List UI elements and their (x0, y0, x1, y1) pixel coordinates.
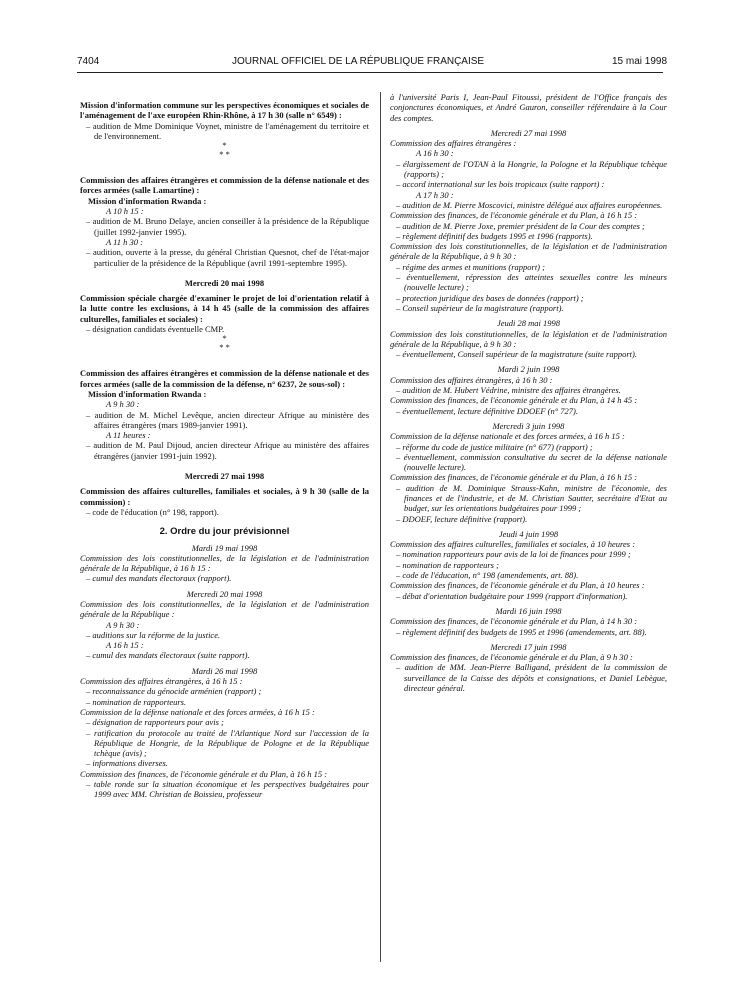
page-number: 7404 (77, 56, 100, 67)
date-heading: Mardi 19 mai 1998 (191, 542, 258, 553)
date-heading: Mardi 26 mai 1998 (191, 665, 258, 676)
agenda-item: – audition de M. Paul Dijoud, ancien directeur Afrique au ministère des affaires étrangères (janvier 1991-juin 1992). (86, 440, 369, 461)
date-heading: Mercredi 3 juin 1998 (492, 420, 565, 431)
agenda-item: – protection juridique des bases de données (rapport) ; (396, 292, 584, 303)
time-label: A 17 h 30 : (416, 189, 454, 200)
right-column (390, 92, 667, 693)
committee-title: Commission des affaires culturelles, familiales et sociales, à 9 h 30 (salle de la commission) : (80, 486, 369, 507)
time-label: A 10 h 15 : (106, 206, 144, 217)
committee-title: Commission des lois constitutionnelles, de la législation et de l'administration générale de la République : (80, 598, 369, 620)
agenda-item: – cumul des mandats électoraux (rapport). (86, 573, 232, 584)
agenda-item: – nomination de rapporteurs ; (396, 559, 499, 570)
agenda-item: – Conseil supérieur de la magistrature (rapport). (396, 302, 564, 313)
date-heading: Mercredi 20 mai 1998 (186, 588, 263, 599)
committee-title: Commission de la défense nationale et des forces armées, à 16 h 15 : (390, 431, 625, 442)
time-label: A 9 h 30 : (106, 619, 140, 630)
agenda-item: – règlement définitif des budgets de 1995 et 1996 (amendements, art. 88). (396, 626, 647, 637)
agenda-item: – audition de Mme Dominique Voynet, ministre de l'aménagement du territoire et de l'environnement. (86, 120, 369, 141)
committee-title: Commission des finances, de l'économie générale et du Plan, à 16 h 15 : (390, 472, 638, 483)
time-label: A 9 h 30 : (106, 399, 140, 410)
separator-star: * (222, 140, 227, 151)
agenda-item: – débat d'orientation budgétaire pour 1999 (rapport d'information). (396, 590, 628, 601)
committee-title: Commission des affaires étrangères et commission de la défense nationale et des forces armées (salle Lamartine) : (80, 175, 369, 196)
agenda-item: – accord international sur les bois tropicaux (suite rapport) : (396, 179, 605, 190)
continued-text: à l'université Paris I, Jean-Paul Fitoussi, président de l'Office français des conjonctures économiques, et André Gauron, conseiller référendaire à la Cour des comptes. (390, 92, 667, 123)
agenda-item: – audition de M. Michel Levêque, ancien directeur Afrique au ministère des affaires étrangères (mars 1989-janvier 1991). (86, 409, 369, 430)
agenda-item: – audition, ouverte à la presse, du général Christian Quesnot, chef de l'état-major particulier de la présidence de la République (avril 1991-septembre 1995). (86, 247, 369, 268)
agenda-item: – nomination rapporteurs pour avis de la loi de finances pour 1999 ; (396, 549, 631, 560)
journal-title: JOURNAL OFFICIEL DE LA RÉPUBLIQUE FRANÇAISE (232, 56, 485, 67)
committee-subtitle: Mission d'information Rwanda : (88, 388, 207, 399)
date-heading: Mardi 16 juin 1998 (495, 605, 562, 616)
issue-date: 15 mai 1998 (612, 56, 668, 67)
agenda-item: – éventuellement, répression des atteintes sexuelles contre les mineurs (nouvelle lecture) ; (396, 272, 667, 293)
agenda-item: – auditions sur la réforme de la justice. (86, 629, 221, 640)
committee-title: Commission des affaires culturelles, familiales et sociales, à 10 heures : (390, 539, 636, 550)
time-label: A 11 heures : (106, 430, 151, 441)
committee-title: Commission spéciale chargée d'examiner le projet de loi d'orientation relatif à la lutte contre les exclusions, à 14 h 45 (salle de la commission des affaires culturelles, familiales et sociales) : (80, 293, 369, 324)
committee-subtitle: Mission d'information Rwanda : (88, 195, 207, 206)
committee-title: Commission des lois constitutionnelles, de la législation et de l'administration générale de la République, à 9 h 30 : (390, 328, 667, 349)
date-heading: Mercredi 17 juin 1998 (490, 641, 567, 652)
agenda-item: – audition de M. Dominique Strauss-Kahn, ministre de l'économie, des finances et de l'industrie, et de M. Christian Sautter, secrétaire d'Etat au budget, sur les orientations budgétaires pour 1999 ; (396, 482, 667, 514)
separator-stars: * * (219, 342, 230, 353)
agenda-item: – nomination de rapporteurs. (86, 696, 187, 707)
agenda-item: – code de l'éducation (n° 198, rapport). (86, 506, 219, 517)
left-column (80, 100, 369, 800)
time-label: A 16 h 30 : (416, 148, 454, 159)
agenda-item: – désignation de rapporteurs pour avis ; (86, 717, 224, 728)
committee-title: Commission des affaires étrangères et commission de la défense nationale et des forces armées (salle de la commission de la défense, n° 6237, 2e sous-sol) : (80, 368, 369, 389)
committee-title: Commission de la défense nationale et des forces armées, à 16 h 15 : (80, 706, 315, 717)
agenda-item: – DDOEF, lecture définitive (rapport). (396, 513, 528, 524)
agenda-item: – reconnaissance du génocide arménien (rapport) ; (86, 686, 262, 697)
section-heading: 2. Ordre du jour prévisionnel (159, 526, 290, 538)
committee-title: Commission des finances, de l'économie générale et du Plan, à 9 h 30 : (390, 652, 633, 663)
agenda-item: – informations diverses. (86, 758, 168, 769)
committee-title: Commission des finances, de l'économie générale et du Plan, à 14 h 45 : (390, 395, 638, 406)
committee-title: Commission des finances, de l'économie générale et du Plan, à 10 heures : (390, 580, 645, 591)
agenda-item: – éventuellement, Conseil supérieur de la magistrature (suite rapport). (396, 349, 637, 360)
committee-title: Commission des affaires étrangères, à 16 h 15 : (80, 676, 243, 687)
committee-title: Commission des finances, de l'économie générale et du Plan, à 16 h 15 : (80, 768, 328, 779)
agenda-item: – code de l'éducation, n° 198 (amendements, art. 88). (396, 570, 579, 581)
date-heading: Mardi 2 juin 1998 (497, 364, 560, 375)
committee-title: Commission des finances, de l'économie générale et du Plan, à 16 h 15 : (390, 210, 638, 221)
committee-title: Commission des affaires étrangères : (390, 138, 517, 149)
column-divider (380, 92, 381, 962)
time-label: A 16 h 15 : (106, 640, 144, 651)
date-heading: Jeudi 28 mai 1998 (496, 318, 561, 329)
committee-title: Commission des affaires étrangères, à 16 h 30 : (390, 374, 553, 385)
agenda-item: – ratification du protocole au traité de l'Atlantique Nord sur l'accession de la République de Hongrie, de la République de Pologne et de la République tchèque (avis) ; (86, 727, 369, 759)
date-heading: Jeudi 4 juin 1998 (498, 528, 559, 539)
date-heading: Mercredi 20 mai 1998 (184, 277, 265, 288)
agenda-item: – audition de M. Pierre Moscovici, ministre délégué aux affaires européennes. (396, 199, 663, 210)
agenda-item: – règlement définitif des budgets 1995 et 1996 (rapports). (396, 230, 593, 241)
agenda-item: – réforme du code de justice militaire (n° 677) (rapport) ; (396, 441, 593, 452)
agenda-item: – éventuellement, commission consultative du secret de la défense nationale (nouvelle lecture). (396, 451, 667, 473)
separator-stars: * * (219, 149, 230, 160)
agenda-item: – audition de MM. Jean-Pierre Balligand, président de la commission de surveillance de la Caisse des dépôts et consignations, et Daniel Lebègue, directeur général. (396, 662, 667, 694)
header-rule (77, 72, 663, 73)
agenda-item: – désignation candidats éventuelle CMP. (86, 324, 225, 335)
committee-title: Commission des lois constitutionnelles, de la législation et de l'administration générale de la République, à 9 h 30 : (390, 241, 667, 262)
time-label: A 11 h 30 : (106, 236, 143, 247)
committee-title: Commission des finances, de l'économie générale et du Plan, à 14 h 30 : (390, 616, 638, 627)
agenda-item: – élargissement de l'OTAN à la Hongrie, la Pologne et la République tchèque (rapports) ; (396, 158, 667, 180)
date-heading: Mercredi 27 mai 1998 (184, 471, 265, 482)
mission-title: Mission d'information commune sur les perspectives économiques et sociales de l'aménagement de l'axe européen Rhin-Rhône, à 17 h 30 (salle n° 6549) : (80, 100, 369, 121)
agenda-item: – cumul des mandats électoraux (suite rapport). (86, 650, 250, 661)
date-heading: Mercredi 27 mai 1998 (490, 127, 567, 138)
agenda-item: – audition de M. Bruno Delaye, ancien conseiller à la présidence de la République (juillet 1992-janvier 1995). (86, 216, 369, 237)
agenda-item: – audition de M. Hubert Védrine, ministre des affaires étrangères. (396, 385, 621, 396)
committee-title: Commission des lois constitutionnelles, de la législation et de l'administration générale de la République, à 16 h 15 : (80, 552, 369, 574)
page-header (0, 56, 731, 70)
agenda-item: – table ronde sur la situation économique et les perspectives budgétaires pour 1999 avec MM. Christian de Boissieu, professeur (86, 779, 369, 800)
agenda-item: – audition de M. Pierre Joxe, premier président de la Cour des comptes ; (396, 220, 645, 231)
agenda-item: – régime des armes et munitions (rapport) ; (396, 261, 545, 272)
agenda-item: – éventuellement, lecture définitive DDOEF (n° 727). (396, 405, 578, 416)
separator-star: * (222, 333, 227, 344)
